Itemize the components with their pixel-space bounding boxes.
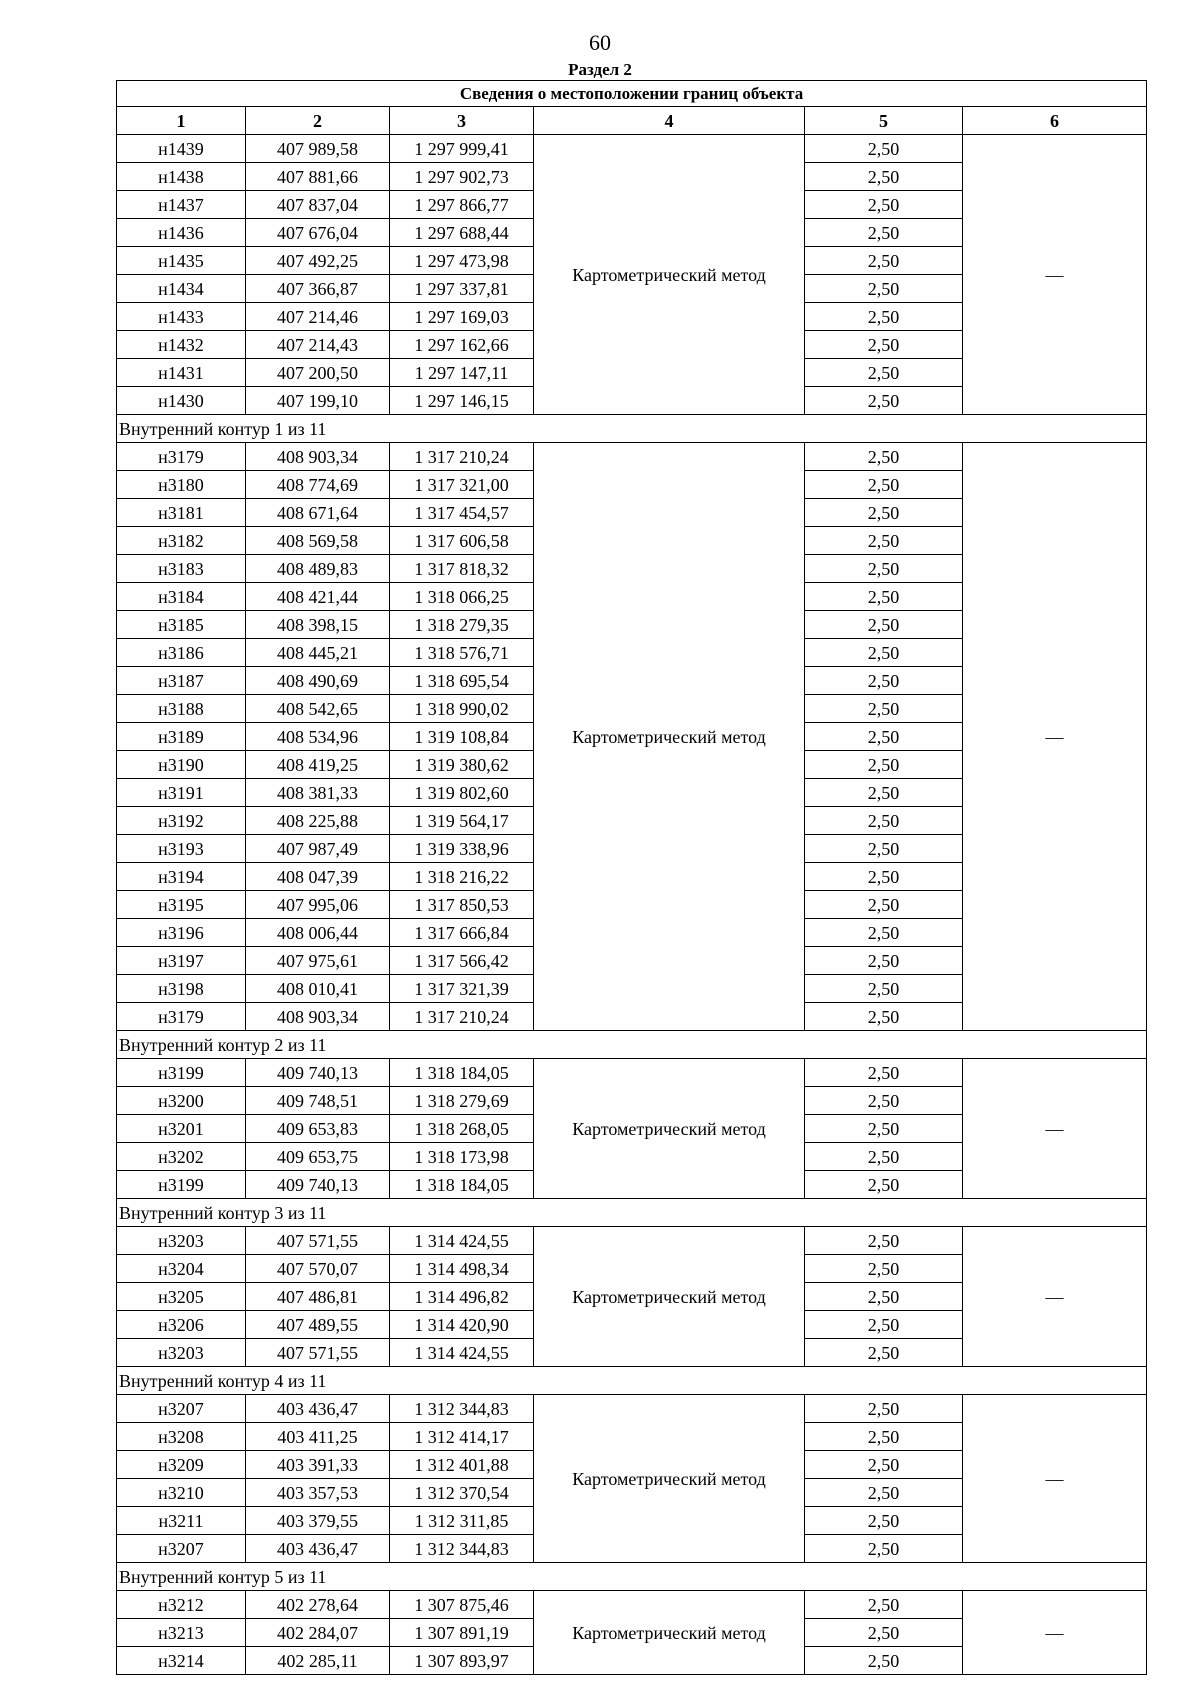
point-id-cell: н3201 (117, 1115, 246, 1143)
y-coordinate-cell: 1 297 146,15 (390, 387, 534, 415)
accuracy-cell: 2,50 (805, 1059, 963, 1087)
point-id-cell: н3207 (117, 1395, 246, 1423)
method-cell: Картометрический метод (534, 1395, 805, 1563)
y-coordinate-cell: 1 307 891,19 (390, 1619, 534, 1647)
y-coordinate-cell: 1 318 184,05 (390, 1059, 534, 1087)
y-coordinate-cell: 1 319 108,84 (390, 723, 534, 751)
accuracy-cell: 2,50 (805, 191, 963, 219)
table-title-row (117, 81, 1147, 107)
x-coordinate-cell: 408 903,34 (246, 1003, 390, 1031)
y-coordinate-cell: 1 318 279,69 (390, 1087, 534, 1115)
table-row (117, 135, 1147, 163)
accuracy-cell: 2,50 (805, 583, 963, 611)
accuracy-cell: 2,50 (805, 443, 963, 471)
contour-row (117, 1031, 1147, 1059)
description-cell: — (963, 443, 1147, 1031)
description-cell: — (963, 1059, 1147, 1199)
accuracy-cell: 2,50 (805, 611, 963, 639)
y-coordinate-cell: 1 314 496,82 (390, 1283, 534, 1311)
x-coordinate-cell: 407 489,55 (246, 1311, 390, 1339)
point-id-cell: н3191 (117, 779, 246, 807)
y-coordinate-cell: 1 318 184,05 (390, 1171, 534, 1199)
table-row (117, 1227, 1147, 1255)
x-coordinate-cell: 408 542,65 (246, 695, 390, 723)
x-coordinate-cell: 408 010,41 (246, 975, 390, 1003)
point-id-cell: н3210 (117, 1479, 246, 1507)
y-coordinate-cell: 1 318 066,25 (390, 583, 534, 611)
accuracy-cell: 2,50 (805, 555, 963, 583)
point-id-cell: н3200 (117, 1087, 246, 1115)
accuracy-cell: 2,50 (805, 1479, 963, 1507)
x-coordinate-cell: 403 411,25 (246, 1423, 390, 1451)
description-cell: — (963, 1591, 1147, 1675)
y-coordinate-cell: 1 318 216,22 (390, 863, 534, 891)
point-id-cell: н1436 (117, 219, 246, 247)
accuracy-cell: 2,50 (805, 1227, 963, 1255)
table-row (117, 443, 1147, 471)
y-coordinate-cell: 1 312 401,88 (390, 1451, 534, 1479)
y-coordinate-cell: 1 318 695,54 (390, 667, 534, 695)
page-number: 60 (589, 30, 611, 55)
point-id-cell: н3190 (117, 751, 246, 779)
point-id-cell: н1433 (117, 303, 246, 331)
accuracy-cell: 2,50 (805, 387, 963, 415)
x-coordinate-cell: 407 570,07 (246, 1255, 390, 1283)
x-coordinate-cell: 407 492,25 (246, 247, 390, 275)
accuracy-cell: 2,50 (805, 1311, 963, 1339)
accuracy-cell: 2,50 (805, 947, 963, 975)
x-coordinate-cell: 408 419,25 (246, 751, 390, 779)
column-header: 1 (117, 107, 246, 135)
x-coordinate-cell: 407 366,87 (246, 275, 390, 303)
y-coordinate-cell: 1 317 566,42 (390, 947, 534, 975)
y-coordinate-cell: 1 312 370,54 (390, 1479, 534, 1507)
x-coordinate-cell: 407 676,04 (246, 219, 390, 247)
point-id-cell: н3214 (117, 1647, 246, 1675)
y-coordinate-cell: 1 317 321,39 (390, 975, 534, 1003)
point-id-cell: н3211 (117, 1507, 246, 1535)
x-coordinate-cell: 409 740,13 (246, 1059, 390, 1087)
accuracy-cell: 2,50 (805, 1283, 963, 1311)
y-coordinate-cell: 1 297 688,44 (390, 219, 534, 247)
table-row (117, 1591, 1147, 1619)
accuracy-cell: 2,50 (805, 499, 963, 527)
accuracy-cell: 2,50 (805, 1451, 963, 1479)
accuracy-cell: 2,50 (805, 1395, 963, 1423)
point-id-cell: н3182 (117, 527, 246, 555)
y-coordinate-cell: 1 297 337,81 (390, 275, 534, 303)
accuracy-cell: 2,50 (805, 1115, 963, 1143)
accuracy-cell: 2,50 (805, 1339, 963, 1367)
y-coordinate-cell: 1 318 990,02 (390, 695, 534, 723)
x-coordinate-cell: 407 486,81 (246, 1283, 390, 1311)
y-coordinate-cell: 1 312 414,17 (390, 1423, 534, 1451)
x-coordinate-cell: 408 569,58 (246, 527, 390, 555)
x-coordinate-cell: 403 379,55 (246, 1507, 390, 1535)
method-cell: Картометрический метод (534, 443, 805, 1031)
y-coordinate-cell: 1 314 498,34 (390, 1255, 534, 1283)
y-coordinate-cell: 1 318 268,05 (390, 1115, 534, 1143)
y-coordinate-cell: 1 307 875,46 (390, 1591, 534, 1619)
point-id-cell: н3185 (117, 611, 246, 639)
point-id-cell: н1430 (117, 387, 246, 415)
x-coordinate-cell: 409 653,75 (246, 1143, 390, 1171)
y-coordinate-cell: 1 317 666,84 (390, 919, 534, 947)
y-coordinate-cell: 1 319 564,17 (390, 807, 534, 835)
accuracy-cell: 2,50 (805, 1647, 963, 1675)
contour-row (117, 1199, 1147, 1227)
x-coordinate-cell: 409 748,51 (246, 1087, 390, 1115)
y-coordinate-cell: 1 297 999,41 (390, 135, 534, 163)
point-id-cell: н3184 (117, 583, 246, 611)
y-coordinate-cell: 1 297 866,77 (390, 191, 534, 219)
method-cell: Картометрический метод (534, 1591, 805, 1675)
accuracy-cell: 2,50 (805, 1087, 963, 1115)
contour-row (117, 1367, 1147, 1395)
accuracy-cell: 2,50 (805, 919, 963, 947)
description-cell: — (963, 1227, 1147, 1367)
point-id-cell: н3196 (117, 919, 246, 947)
point-id-cell: н3213 (117, 1619, 246, 1647)
coordinates-table (116, 80, 1147, 1675)
accuracy-cell: 2,50 (805, 219, 963, 247)
y-coordinate-cell: 1 317 606,58 (390, 527, 534, 555)
description-cell: — (963, 1395, 1147, 1563)
y-coordinate-cell: 1 314 424,55 (390, 1227, 534, 1255)
point-id-cell: н3189 (117, 723, 246, 751)
accuracy-cell: 2,50 (805, 527, 963, 555)
x-coordinate-cell: 407 571,55 (246, 1227, 390, 1255)
contour-label: Внутренний контур 3 из 11 (117, 1199, 1147, 1227)
point-id-cell: н1438 (117, 163, 246, 191)
contour-label: Внутренний контур 1 из 11 (117, 415, 1147, 443)
x-coordinate-cell: 407 837,04 (246, 191, 390, 219)
point-id-cell: н3199 (117, 1171, 246, 1199)
accuracy-cell: 2,50 (805, 835, 963, 863)
x-coordinate-cell: 408 903,34 (246, 443, 390, 471)
method-cell: Картометрический метод (534, 135, 805, 415)
accuracy-cell: 2,50 (805, 1143, 963, 1171)
table-row (117, 1395, 1147, 1423)
y-coordinate-cell: 1 307 893,97 (390, 1647, 534, 1675)
y-coordinate-cell: 1 317 321,00 (390, 471, 534, 499)
y-coordinate-cell: 1 297 162,66 (390, 331, 534, 359)
x-coordinate-cell: 407 995,06 (246, 891, 390, 919)
contour-label: Внутренний контур 2 из 11 (117, 1031, 1147, 1059)
y-coordinate-cell: 1 297 473,98 (390, 247, 534, 275)
x-coordinate-cell: 407 989,58 (246, 135, 390, 163)
point-id-cell: н3206 (117, 1311, 246, 1339)
point-id-cell: н3205 (117, 1283, 246, 1311)
accuracy-cell: 2,50 (805, 891, 963, 919)
point-id-cell: н3179 (117, 443, 246, 471)
point-id-cell: н3181 (117, 499, 246, 527)
y-coordinate-cell: 1 318 576,71 (390, 639, 534, 667)
x-coordinate-cell: 408 006,44 (246, 919, 390, 947)
accuracy-cell: 2,50 (805, 1171, 963, 1199)
point-id-cell: н3203 (117, 1339, 246, 1367)
y-coordinate-cell: 1 297 147,11 (390, 359, 534, 387)
accuracy-cell: 2,50 (805, 639, 963, 667)
x-coordinate-cell: 408 490,69 (246, 667, 390, 695)
table-row (117, 1059, 1147, 1087)
accuracy-cell: 2,50 (805, 975, 963, 1003)
x-coordinate-cell: 402 278,64 (246, 1591, 390, 1619)
x-coordinate-cell: 408 774,69 (246, 471, 390, 499)
y-coordinate-cell: 1 319 802,60 (390, 779, 534, 807)
point-id-cell: н3204 (117, 1255, 246, 1283)
y-coordinate-cell: 1 314 420,90 (390, 1311, 534, 1339)
x-coordinate-cell: 408 225,88 (246, 807, 390, 835)
x-coordinate-cell: 402 284,07 (246, 1619, 390, 1647)
point-id-cell: н3193 (117, 835, 246, 863)
y-coordinate-cell: 1 317 210,24 (390, 1003, 534, 1031)
point-id-cell: н3207 (117, 1535, 246, 1563)
column-header: 4 (534, 107, 805, 135)
point-id-cell: н1431 (117, 359, 246, 387)
x-coordinate-cell: 408 421,44 (246, 583, 390, 611)
point-id-cell: н3179 (117, 1003, 246, 1031)
column-header: 2 (246, 107, 390, 135)
x-coordinate-cell: 403 357,53 (246, 1479, 390, 1507)
column-header: 5 (805, 107, 963, 135)
accuracy-cell: 2,50 (805, 471, 963, 499)
point-id-cell: н3186 (117, 639, 246, 667)
point-id-cell: н1432 (117, 331, 246, 359)
accuracy-cell: 2,50 (805, 359, 963, 387)
contour-row (117, 415, 1147, 443)
y-coordinate-cell: 1 317 850,53 (390, 891, 534, 919)
accuracy-cell: 2,50 (805, 779, 963, 807)
y-coordinate-cell: 1 312 311,85 (390, 1507, 534, 1535)
accuracy-cell: 2,50 (805, 275, 963, 303)
point-id-cell: н1439 (117, 135, 246, 163)
point-id-cell: н3203 (117, 1227, 246, 1255)
accuracy-cell: 2,50 (805, 163, 963, 191)
x-coordinate-cell: 409 653,83 (246, 1115, 390, 1143)
accuracy-cell: 2,50 (805, 1003, 963, 1031)
x-coordinate-cell: 407 200,50 (246, 359, 390, 387)
y-coordinate-cell: 1 297 169,03 (390, 303, 534, 331)
point-id-cell: н3183 (117, 555, 246, 583)
point-id-cell: н1437 (117, 191, 246, 219)
accuracy-cell: 2,50 (805, 247, 963, 275)
point-id-cell: н3199 (117, 1059, 246, 1087)
accuracy-cell: 2,50 (805, 1591, 963, 1619)
method-cell: Картометрический метод (534, 1059, 805, 1199)
accuracy-cell: 2,50 (805, 303, 963, 331)
x-coordinate-cell: 408 671,64 (246, 499, 390, 527)
contour-row (117, 1563, 1147, 1591)
y-coordinate-cell: 1 317 818,32 (390, 555, 534, 583)
x-coordinate-cell: 407 214,43 (246, 331, 390, 359)
x-coordinate-cell: 409 740,13 (246, 1171, 390, 1199)
y-coordinate-cell: 1 319 338,96 (390, 835, 534, 863)
accuracy-cell: 2,50 (805, 1423, 963, 1451)
x-coordinate-cell: 407 571,55 (246, 1339, 390, 1367)
accuracy-cell: 2,50 (805, 751, 963, 779)
x-coordinate-cell: 408 445,21 (246, 639, 390, 667)
point-id-cell: н3188 (117, 695, 246, 723)
y-coordinate-cell: 1 317 210,24 (390, 443, 534, 471)
point-id-cell: н1434 (117, 275, 246, 303)
method-cell: Картометрический метод (534, 1227, 805, 1367)
point-id-cell: н3197 (117, 947, 246, 975)
x-coordinate-cell: 408 047,39 (246, 863, 390, 891)
x-coordinate-cell: 407 987,49 (246, 835, 390, 863)
point-id-cell: н3195 (117, 891, 246, 919)
x-coordinate-cell: 408 381,33 (246, 779, 390, 807)
contour-label: Внутренний контур 4 из 11 (117, 1367, 1147, 1395)
point-id-cell: н1435 (117, 247, 246, 275)
x-coordinate-cell: 407 881,66 (246, 163, 390, 191)
point-id-cell: н3194 (117, 863, 246, 891)
accuracy-cell: 2,50 (805, 667, 963, 695)
x-coordinate-cell: 403 436,47 (246, 1395, 390, 1423)
y-coordinate-cell: 1 317 454,57 (390, 499, 534, 527)
x-coordinate-cell: 407 199,10 (246, 387, 390, 415)
column-header: 6 (963, 107, 1147, 135)
y-coordinate-cell: 1 297 902,73 (390, 163, 534, 191)
point-id-cell: н3208 (117, 1423, 246, 1451)
table-title: Сведения о местоположении границ объекта (117, 81, 1147, 107)
description-cell: — (963, 135, 1147, 415)
accuracy-cell: 2,50 (805, 1535, 963, 1563)
accuracy-cell: 2,50 (805, 1619, 963, 1647)
accuracy-cell: 2,50 (805, 1507, 963, 1535)
x-coordinate-cell: 403 391,33 (246, 1451, 390, 1479)
y-coordinate-cell: 1 318 173,98 (390, 1143, 534, 1171)
accuracy-cell: 2,50 (805, 1255, 963, 1283)
y-coordinate-cell: 1 319 380,62 (390, 751, 534, 779)
x-coordinate-cell: 407 214,46 (246, 303, 390, 331)
accuracy-cell: 2,50 (805, 807, 963, 835)
accuracy-cell: 2,50 (805, 695, 963, 723)
x-coordinate-cell: 408 534,96 (246, 723, 390, 751)
y-coordinate-cell: 1 314 424,55 (390, 1339, 534, 1367)
y-coordinate-cell: 1 312 344,83 (390, 1535, 534, 1563)
x-coordinate-cell: 408 398,15 (246, 611, 390, 639)
point-id-cell: н3198 (117, 975, 246, 1003)
x-coordinate-cell: 407 975,61 (246, 947, 390, 975)
x-coordinate-cell: 403 436,47 (246, 1535, 390, 1563)
point-id-cell: н3187 (117, 667, 246, 695)
point-id-cell: н3192 (117, 807, 246, 835)
column-header-row (117, 107, 1147, 135)
accuracy-cell: 2,50 (805, 135, 963, 163)
accuracy-cell: 2,50 (805, 863, 963, 891)
y-coordinate-cell: 1 318 279,35 (390, 611, 534, 639)
x-coordinate-cell: 408 489,83 (246, 555, 390, 583)
point-id-cell: н3180 (117, 471, 246, 499)
y-coordinate-cell: 1 312 344,83 (390, 1395, 534, 1423)
point-id-cell: н3212 (117, 1591, 246, 1619)
point-id-cell: н3209 (117, 1451, 246, 1479)
point-id-cell: н3202 (117, 1143, 246, 1171)
section-label: Раздел 2 (568, 60, 632, 79)
accuracy-cell: 2,50 (805, 723, 963, 751)
x-coordinate-cell: 402 285,11 (246, 1647, 390, 1675)
contour-label: Внутренний контур 5 из 11 (117, 1563, 1147, 1591)
column-header: 3 (390, 107, 534, 135)
accuracy-cell: 2,50 (805, 331, 963, 359)
